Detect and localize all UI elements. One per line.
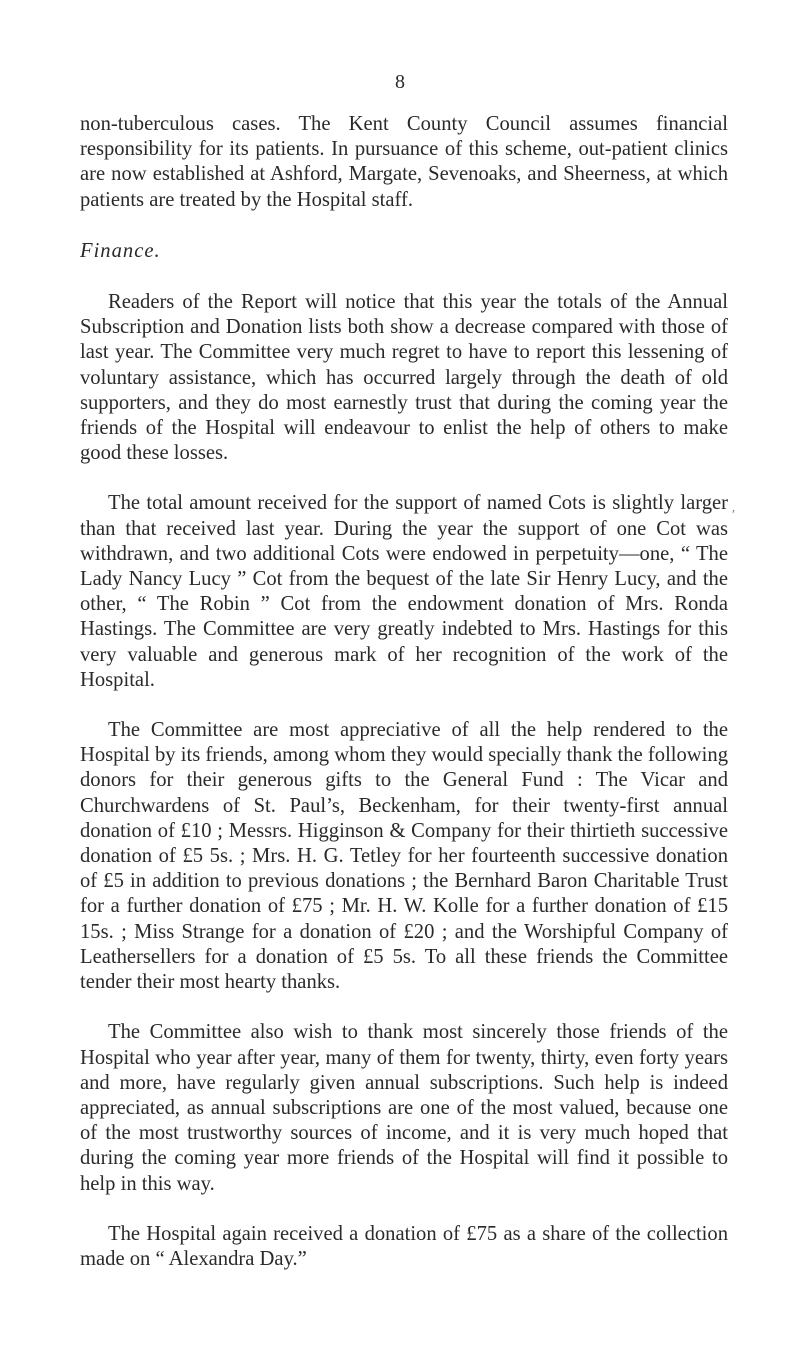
intro-paragraph: non-tuberculous cases. The Kent County Council assumes financial responsibility for its patients. In pursuance of this scheme, out-patient clinics are now established at Ashford, Margate, Sevenoaks, and Sheerness, at which patients are treated by the Hospital staff. xyxy=(80,113,728,211)
finance-paragraph-1: Readers of the Report will notice that this year the totals of the Annual Subscription and Donation lists both show a decrease compared with those of last year. The Committee very much regret to have to report this lessening of voluntary assistance, which has occurred largely through the death of old supporters, and they do most earnestly trust that during the coming year the friends of the Hospital will endeavour to enlist the help of others to make good these losses. xyxy=(80,291,728,465)
finance-paragraph-2: The total amount received for the support of named Cots is slightly larger than that received last year. During the year the support of one Cot was withdrawn, and two additional Cots were endowed in perpetuity—one, “ The Lady Nancy Lucy ” Cot from the bequest of the late Sir Henry Lucy, and the other, “ The Robin ” Cot from the endowment donation of Mrs. Ronda Hastings. The Committee are very greatly indebted to Mrs. Hastings for this very valuable and generous mark of her recognition of the work of the Hospital. xyxy=(80,492,728,691)
section-heading-finance: Finance. xyxy=(80,239,161,262)
finance-paragraph-5: The Hospital again received a donation of £75 as a share of the collection made on “ Alexandra Day.” xyxy=(80,1222,728,1270)
margin-pencil-mark: ′ xyxy=(732,508,736,523)
page-number: 8 xyxy=(395,71,405,93)
finance-paragraph-4: The Committee also wish to thank most sincerely those friends of the Hospital who year after year, many of them for twenty, thirty, even forty years and more, have regularly given annual subscriptions. Such help is indeed appreciated, as annual subscriptions are one of the most valued, because one of the most trustworthy sources of income, and it is very much hoped that during the coming year more friends of the Hospital will find it possible to help in this way. xyxy=(80,1021,728,1195)
page-content xyxy=(80,112,728,1272)
finance-paragraph-3: The Committee are most appreciative of all the help rendered to the Hospital by its friends, among whom they would specially thank the following donors for their generous gifts to the General Fund : The Vicar and Churchwardens of St. Paul’s, Beckenham, for their twenty-first annual donation of £10 ; Messrs. Higginson & Company for their thirtieth successive donation of £5 5s. ; Mrs. H. G. Tetley for her fourteenth successive donation of £5 in addition to previous donations ; the Bernhard Baron Charitable Trust for a further donation of £75 ; Mr. H. W. Kolle for a further donation of £15 15s. ; Miss Strange for a donation of £20 ; and the Worshipful Company of Leathersellers for a donation of £5 5s. To all these friends the Committee tender their most hearty thanks. xyxy=(80,719,728,994)
